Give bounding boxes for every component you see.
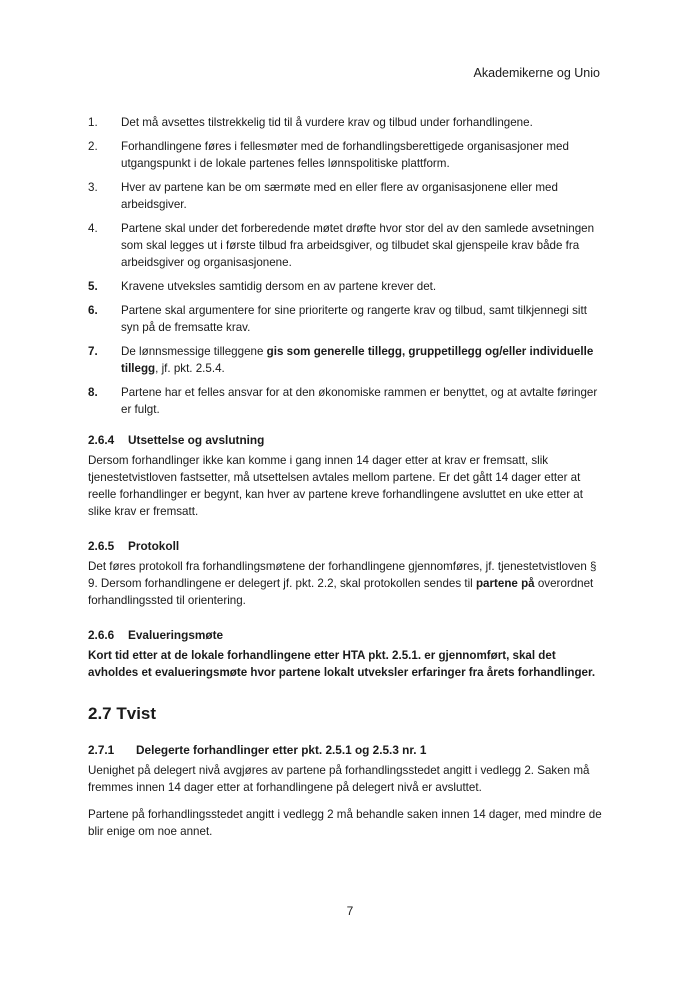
list-item-text-bold: gis som generelle tillegg, gruppetillegg og/eller individuelle tillegg [121, 345, 594, 375]
page-content [88, 114, 604, 840]
paragraph-text-pre: Det føres protokoll fra forhandlingsmøtene der forhandlingene gjennomføres, jf. tjenestetvistloven § 9. Dersom forhandlingene er delegert jf. pkt. 2.2, skal protokollen sendes til [88, 560, 597, 590]
list-item [88, 114, 604, 131]
list-item-number: 1. [88, 116, 98, 129]
section-heading [88, 432, 604, 449]
list-item-text [121, 343, 604, 377]
list-item-number: 4. [88, 222, 98, 235]
list-item-text-pre: De lønnsmessige tilleggene [121, 345, 267, 358]
section-2-7-1 [88, 742, 604, 840]
section-number: 2.6.5 [88, 539, 115, 553]
list-item [88, 302, 604, 336]
section-title: Protokoll [128, 539, 180, 553]
list-item-number: 7. [88, 345, 98, 358]
paragraph-text-post: overordnet forhandlingssted til orientering. [88, 577, 594, 607]
list-item [88, 384, 604, 418]
section-heading [88, 538, 604, 555]
section-2-6-6 [88, 627, 604, 681]
list-item-text: Det må avsettes tilstrekkelig tid til å vurdere krav og tilbud under forhandlingene. [121, 116, 533, 129]
procedure-list [88, 114, 604, 418]
list-item [88, 138, 604, 172]
section-paragraph [88, 558, 604, 609]
section-number: 2.6.6 [88, 628, 115, 642]
section-paragraph: Uenighet på delegert nivå avgjøres av partene på forhandlingsstedet angitt i vedlegg 2. Saken må fremmes innen 14 dager etter at forhandlingene på delegert nivå er avsluttet. [88, 764, 590, 794]
list-item-text-post: , jf. pkt. 2.5.4. [155, 362, 225, 375]
list-item-text: Partene skal under det forberedende møtet drøfte hvor stor del av den samlede avsetningen som skal legges ut i første tilbud fra arbeidsgiver, og tilbudet skal gjenspeile krav både fra arbeidsgiver og organisasjonene. [121, 222, 595, 269]
section-number: 2.6.4 [88, 433, 115, 447]
list-item [88, 179, 604, 213]
section-2-6-5 [88, 538, 604, 609]
list-item-number: 5. [88, 280, 98, 293]
list-item-text: Hver av partene kan be om særmøte med en eller flere av organisasjonene eller med arbeidsgiver. [121, 181, 558, 211]
section-paragraph: Partene på forhandlingsstedet angitt i vedlegg 2 må behandle saken innen 14 dager, med mindre de blir enige om noe annet. [88, 808, 602, 838]
list-item [88, 278, 604, 295]
chapter-heading: 2.7 Tvist [88, 704, 157, 723]
list-item [88, 220, 604, 271]
list-item-number: 6. [88, 304, 98, 317]
section-paragraph: Dersom forhandlinger ikke kan komme i gang innen 14 dager etter at krav er fremsatt, slik tjenestetvistloven fastsetter, må utsettelsen avtales mellom partene. Er det gått 14 dager etter at reelle forhandlinger er begynt, kan hver av partene kreve forhandlingene avsluttet en uke etter at slike krav er fremsatt. [88, 454, 583, 518]
list-item-number: 8. [88, 386, 98, 399]
list-item-text: Partene skal argumentere for sine prioriterte og rangerte krav og tilbud, samt tilkjennegi sitt syn på de fremsatte krav. [121, 304, 587, 334]
section-number: 2.7.1 [88, 743, 115, 757]
section-title: Utsettelse og avslutning [128, 433, 265, 447]
page-number: 7 [346, 904, 354, 918]
section-paragraph: Kort tid etter at de lokale forhandlingene etter HTA pkt. 2.5.1. er gjennomført, skal det avholdes et evalueringsmøte hvor partene lokalt utveksler erfaringer fra årets forhandlinger. [88, 649, 596, 679]
list-item-number: 2. [88, 140, 98, 153]
section-2-6-4 [88, 432, 604, 520]
list-item-text: Partene har et felles ansvar for at den økonomiske rammen er benyttet, og at avtalte føringer er fulgt. [121, 386, 598, 416]
list-item-text: Forhandlingene føres i fellesmøter med de forhandlingsberettigede organisasjoner med utgangspunkt i de lokale partenes felles lønnspolitiske plattform. [121, 140, 569, 170]
section-heading [88, 627, 604, 644]
list-item [88, 343, 604, 377]
section-title: Delegerte forhandlinger etter pkt. 2.5.1 og 2.5.3 nr. 1 [136, 743, 427, 757]
paragraph-text-bold: partene på [475, 577, 535, 590]
list-item-number: 3. [88, 181, 98, 194]
running-header: Akademikerne og Unio [473, 66, 600, 80]
section-title: Evalueringsmøte [128, 628, 224, 642]
list-item-text: Kravene utveksles samtidig dersom en av partene krever det. [121, 280, 437, 293]
section-heading [88, 742, 604, 759]
